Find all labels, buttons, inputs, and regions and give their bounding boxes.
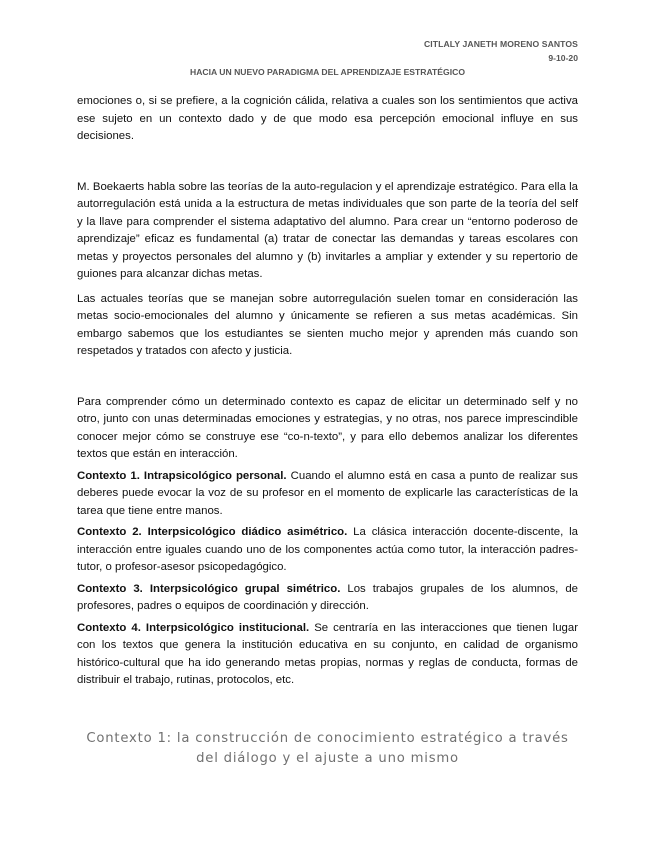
context-2-lead: Contexto 2. Interpsicológico diádico asimétrico. xyxy=(77,526,348,538)
paragraph-boekaerts: M. Boekaerts habla sobre las teorías de la auto-regulacion y el aprendizaje estratégico. Para ella la autorregulación está unida a la estructura de metas individuales que son parte de la teoría del self y la llave para comprender el sistema adaptativo del alumno. Para crear un “entorno poderoso de aprendizaje” eficaz es fundamental (a) tratar de conectar las demandas y tareas escolares con metas y proyectos personales del alumno y (b) invitarles a ampliar y extender y su repertorio de guiones para alcanzar dichas metas. xyxy=(77,180,578,280)
section-heading: Contexto 1: la construcción de conocimiento estratégico a través del diálogo y el ajuste a uno mismo xyxy=(86,731,569,766)
paragraph-autorregulacion: Las actuales teorías que se manejan sobre autorregulación suelen tomar en consideración las metas socio-emocionales del alumno y únicamente se refieren a sus metas académicas. Sin embargo sabemos que los estudiantes se sienten mucho mejor y aprenden más cuando son respetados y tratados con afecto y justicia. xyxy=(77,292,578,357)
header-date: 9-10-20 xyxy=(548,53,578,63)
context-4-lead: Contexto 4. Interpsicológico institucional. xyxy=(77,621,310,634)
context-3-item xyxy=(77,581,578,616)
paragraph-emotions: emociones o, si se prefiere, a la cognición cálida, relativa a cuales son los sentimientos que activa ese sujeto en un contexto dado y de que modo esa percepción emocional influye en sus decisiones. xyxy=(77,95,578,142)
body-text xyxy=(77,93,578,690)
context-3-text: Los trabajos grupales de los alumnos, de profesores, padres o equipos de coordinación y dirección. xyxy=(77,582,578,612)
header-title: HACIA UN NUEVO PARADIGMA DEL APRENDIZAJE ESTRATÉGICO xyxy=(189,67,465,77)
context-1-text: Cuando el alumno está en casa a punto de realizar sus deberes puede evocar la voz de su profesor en el momento de explicarle las características de la tarea que tiene entre manos. xyxy=(77,469,578,517)
context-4-item xyxy=(77,620,578,690)
context-4-text: Se centraría en las interacciones que tienen lugar con los textos que genera la institución educativa en su conjunto, en calidad de organismo histórico-cultural que ha ido generando metas propias, normas y reglas de conducta, formas de distribuir el trabajo, rutinas, protocolos, etc. xyxy=(77,621,578,686)
header-author: CITLALY JANETH MORENO SANTOS xyxy=(423,39,578,49)
context-1-item xyxy=(77,468,578,521)
context-2-item xyxy=(77,524,578,577)
context-1-lead: Contexto 1. Intrapsicológico personal. xyxy=(77,469,287,482)
paragraph-co-n-texto: Para comprender cómo un determinado contexto es capaz de elicitar un determinado self y no otro, junto con unas determinadas emociones y estrategias, y no otras, nos parece imprescindible conocer mejor cómo se construye ese “co-n-texto”, y para ello debemos analizar los diferentes textos que están en interacción. xyxy=(77,395,578,460)
context-2-text: La clásica interacción docente-discente, la interacción entre iguales cuando uno de los componentes actúa como tutor, la interacción padres-tutor, o profesor-asesor psicopedagógico. xyxy=(77,526,578,573)
context-3-lead: Contexto 3. Interpsicológico grupal simétrico. xyxy=(77,582,341,595)
